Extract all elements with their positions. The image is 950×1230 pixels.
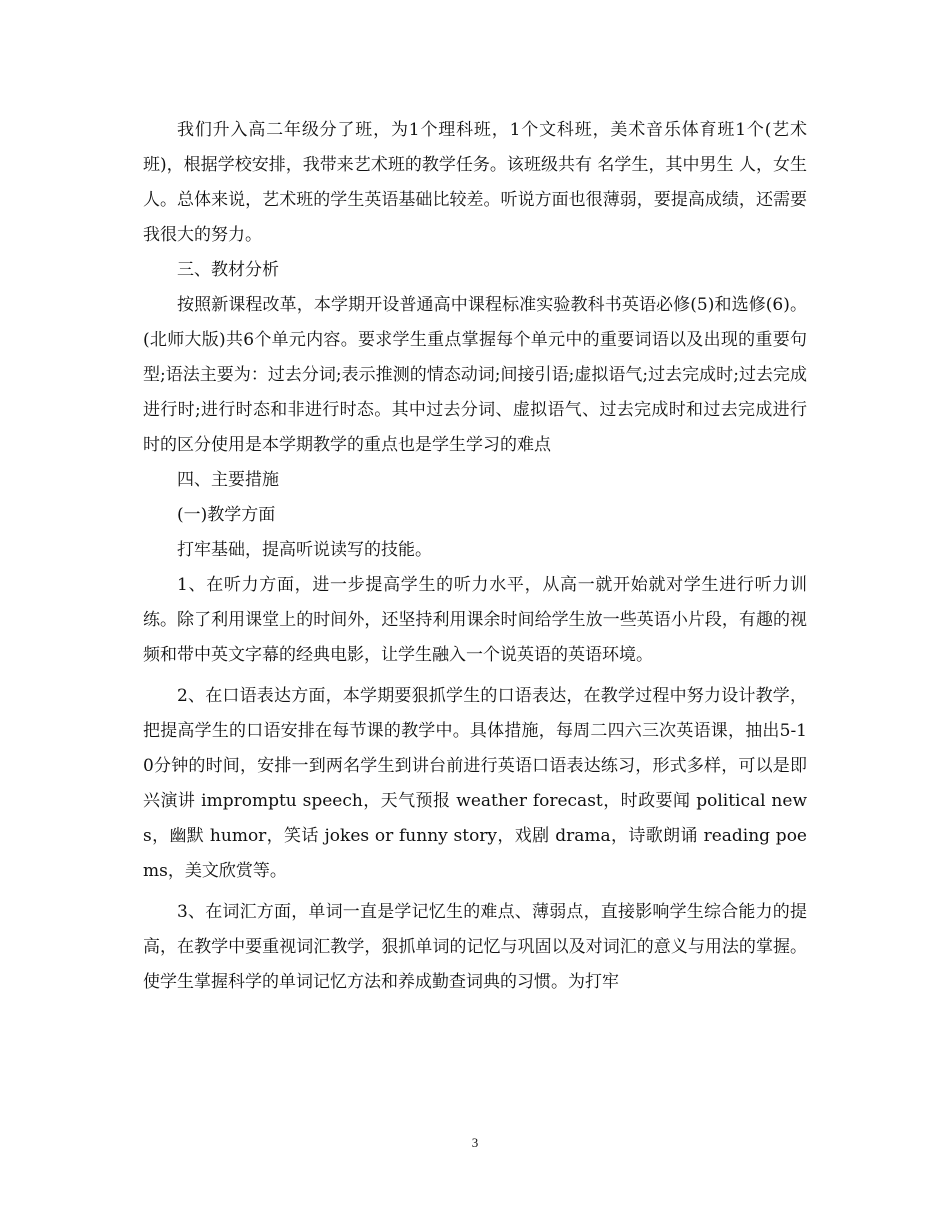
paragraph-speaking: 2、在口语表达方面，本学期要狠抓学生的口语表达，在教学过程中努力设计教学，把提高学生的口语安排在每节课的教学中。具体措施，每周二四六三次英语课，抽出5-10分钟的时间，安排一到两名学生到讲台前进行英语口语表达练习，形式多样，可以是即兴演讲 impromptu speech，天气预报 weather forecast，时政要闻 political news，幽默 humor，笑话 jokes or funny story，戏剧 drama，诗歌朗诵 reading poems，美文欣赏等。 — [143, 686, 807, 881]
subheading-teaching: (一)教学方面 — [177, 505, 276, 525]
paragraph-listening: 1、在听力方面，进一步提高学生的听力水平，从高一就开始就对学生进行听力训练。除了利用课堂上的时间外，还坚持利用课余时间给学生放一些英语小片段，有趣的视频和带中英文字幕的经典电影，让学生融入一个说英语的英语环境。 — [143, 575, 807, 665]
document-body — [143, 113, 807, 1000]
page-number: 3 — [471, 1135, 479, 1150]
paragraph-class-intro: 我们升入高二年级分了班，为1个理科班，1个文科班，美术音乐体育班1个(艺术班)，根据学校安排，我带来艺术班的教学任务。该班级共有 名学生，其中男生 人，女生 人。总体来说，艺术班的学生英语基础比较差。听说方面也很薄弱，要提高成绩，还需要我很大的努力。 — [143, 120, 807, 245]
paragraph-textbook-analysis: 按照新课程改革，本学期开设普通高中课程标准实验教科书英语必修(5)和选修(6)。(北师大版)共6个单元内容。要求学生重点掌握每个单元中的重要词语以及出现的重要句型;语法主要为：过去分词;表示推测的情态动词;间接引语;虚拟语气;过去完成时;过去完成进行时;进行时态和非进行时态。其中过去分词、虚拟语气、过去完成时和过去完成进行时的区分使用是本学期教学的重点也是学生学习的难点 — [143, 295, 807, 455]
paragraph-vocabulary: 3、在词汇方面，单词一直是学记忆生的难点、薄弱点，直接影响学生综合能力的提高，在教学中要重视词汇教学，狠抓单词的记忆与巩固以及对词汇的意义与用法的掌握。使学生掌握科学的单词记忆方法和养成勤查词典的习惯。为打牢 — [143, 902, 807, 992]
paragraph-foundation: 打牢基础，提高听说读写的技能。 — [177, 540, 432, 560]
heading-textbook-analysis: 三、教材分析 — [177, 260, 279, 280]
heading-main-measures: 四、主要措施 — [177, 470, 279, 490]
